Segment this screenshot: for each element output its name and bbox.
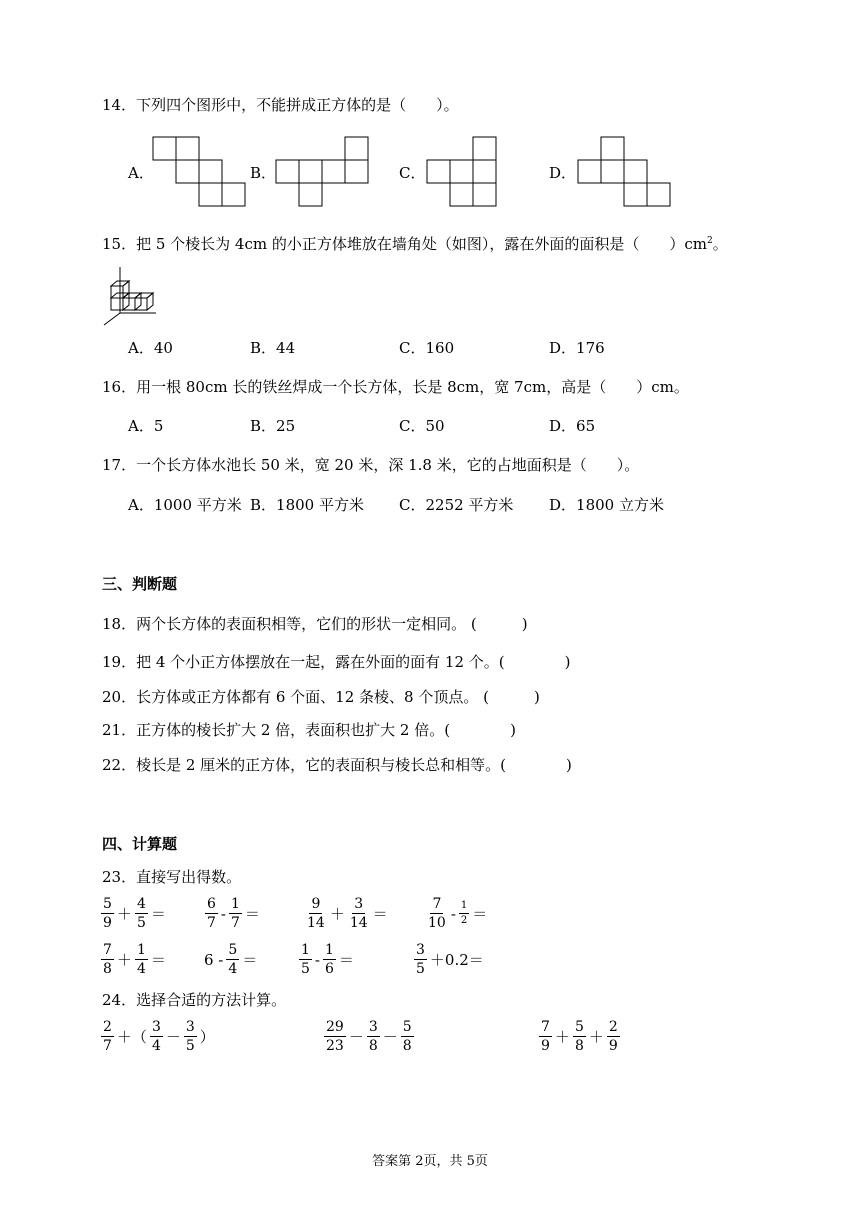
q15-stem: 15．把 5 个棱长为 4cm 的小正方体堆放在墙角处（如图），露在外面的面积是（ ）$cm^2$。 [102, 235, 728, 253]
q24-expr-2: $\frac{29}{23}$ － $\frac{3}{8}$ － $\frac{5}{8}$ [326, 1019, 412, 1054]
q23-expr-1: $\frac{5}{9}$ ＋ $\frac{4}{5}$ ＝ [103, 896, 166, 931]
page-footer: 答案第 2页，共 5页 [372, 1154, 488, 1169]
q23-expr-3: $\frac{9}{14}$ ＋ $\frac{3}{14}$ ＝ [307, 896, 388, 931]
q24-expr-1: $\frac{2}{7}$ ＋（ $\frac{3}{4}$ － $\frac{3}{5}$ ） [103, 1019, 215, 1054]
section4-title: 四、计算题 [102, 835, 178, 853]
q23-expr-5: $\frac{7}{8}$ ＋ $\frac{1}{4}$ ＝ [103, 942, 166, 977]
q14-option-d-label: D． [549, 164, 577, 182]
q24-expr-3: $\frac{7}{9}$ ＋ $\frac{5}{8}$ ＋ $\frac{2}{9}$ [541, 1019, 618, 1054]
section3-title: 三、判断题 [102, 575, 178, 593]
q15-option-d: D．176 [549, 339, 605, 357]
q16-option-d: D．65 [549, 417, 596, 435]
judge-item-18: 18．两个长方体的表面积相等，它们的形状一定相同。 ( ) [102, 615, 528, 633]
q23-expr-8: $\frac{3}{5}$ ＋0.2＝ [416, 942, 484, 977]
q16-option-b: B．25 [250, 417, 296, 435]
q14-option-b-label: B． [250, 164, 277, 182]
judge-item-22: 22．棱长是 2 厘米的正方体，它的表面积与棱长总和相等。( ) [102, 756, 572, 774]
q15-option-b: B．44 [250, 339, 296, 357]
cube-net-c [427, 137, 501, 207]
q17-stem: 17．一个长方体水池长 50 米，宽 20 米，深 1.8 米，它的占地面积是（ ）。 [102, 456, 640, 474]
q16-option-c: C．50 [399, 417, 445, 435]
cube-net-d [578, 137, 673, 207]
q23-expr-2: $\frac{6}{7}$ - $\frac{1}{7}$ ＝ [207, 896, 260, 931]
q17-option-b: B．1800 平方米 [250, 496, 364, 514]
q15-option-a: A．40 [128, 339, 173, 357]
q17-option-c: C．2252 平方米 [399, 496, 514, 514]
corner-cubes-figure [100, 265, 162, 327]
q23-expr-6: 6 - $\frac{5}{4}$ ＝ [204, 942, 258, 977]
q14-option-c-label: C． [399, 164, 426, 182]
q14-option-a-label: A． [128, 164, 154, 182]
q17-option-a: A．1000 平方米 [128, 496, 242, 514]
q16-stem: 16．用一根 80cm 长的铁丝焊成一个长方体，长是 8cm，宽 7cm，高是（ ）cm。 [102, 378, 689, 396]
q15-stem-sup: 2 [707, 236, 713, 246]
q23-expr-4: $\frac{7}{10}$ - $\frac{1}{2}$ ＝ [428, 896, 488, 931]
judge-item-21: 21．正方体的棱长扩大 2 倍，表面积也扩大 2 倍。( ) [102, 721, 516, 739]
q14-stem: 14．下列四个图形中，不能拼成正方体的是（ ）。 [102, 96, 459, 114]
q24-stem: 24．选择合适的方法计算。 [102, 991, 287, 1009]
judge-item-19: 19．把 4 个小正方体摆放在一起，露在外面的面有 12 个。( ) [102, 653, 571, 671]
q15-option-c: C．160 [399, 339, 455, 357]
cube-net-a [153, 137, 248, 207]
cube-net-b [276, 137, 372, 207]
q17-option-d: D．1800 立方米 [549, 496, 664, 514]
q16-option-a: A．5 [128, 417, 164, 435]
q23-expr-7: $\frac{1}{5}$ - $\frac{1}{6}$ ＝ [301, 942, 354, 977]
judge-item-20: 20．长方体或正方体都有 6 个面、12 条棱、8 个顶点。 ( ) [102, 688, 540, 706]
q23-stem: 23．直接写出得数。 [102, 868, 242, 886]
